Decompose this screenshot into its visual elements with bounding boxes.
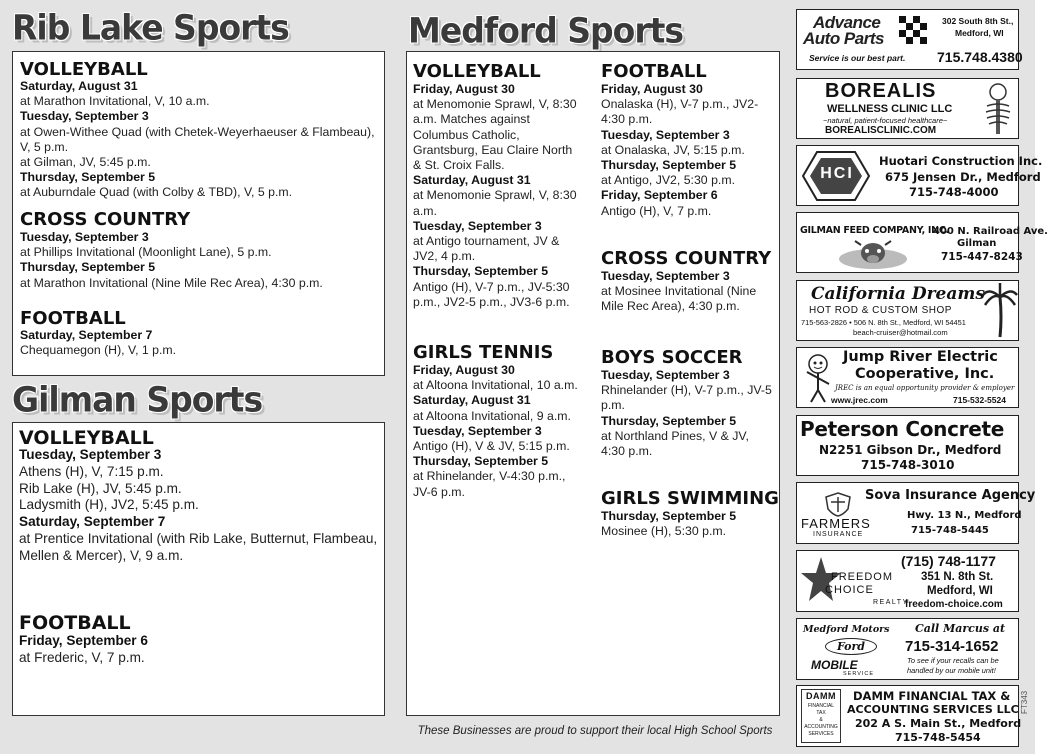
hci-logo-text: HCI bbox=[820, 165, 854, 182]
cow-icon bbox=[833, 239, 913, 271]
event-date: Thursday, September 5 bbox=[601, 413, 737, 428]
medford-girls-swimming-heading: GIRLS SWIMMING bbox=[601, 488, 779, 509]
event-text: at Phillips Invitational (Moonlight Lane), 5 p.m. bbox=[20, 245, 272, 260]
hci-name: Huotari Construction Inc. bbox=[879, 154, 1043, 168]
event-date: Friday, August 30 bbox=[413, 363, 515, 377]
farmers-shield-icon bbox=[823, 491, 853, 517]
medford-girls-tennis-heading: GIRLS TENNIS bbox=[413, 342, 554, 363]
advance-name-1: Advance bbox=[813, 13, 881, 32]
sova-name: Sova Insurance Agency bbox=[865, 488, 1036, 503]
event-date: Friday, September 6 bbox=[601, 188, 718, 203]
rib-lake-football-heading: FOOTBALL bbox=[20, 308, 126, 329]
medford-motors-phone: 715-314-1652 bbox=[905, 638, 999, 655]
freedom-name-3: REALTY bbox=[873, 599, 909, 606]
california-email: beach-cruiser@hotmail.com bbox=[853, 328, 948, 337]
ad-medford-motors bbox=[796, 618, 1019, 680]
freedom-name-1: FREEDOM bbox=[831, 571, 893, 583]
damm-name-1: DAMM FINANCIAL TAX & bbox=[853, 689, 1011, 703]
event-date: Friday, September 6 bbox=[19, 633, 148, 648]
sova-phone: 715-748-5445 bbox=[911, 525, 989, 536]
sova-brand-sub: INSURANCE bbox=[813, 531, 864, 538]
event-text: Mosinee (H), 5:30 p.m. bbox=[601, 524, 727, 539]
event-text: at Menomonie Sprawl, V, 8:30 a.m. Matches against Columbus Catholic, Grantsburg, Eau Claire North & St. Croix Falls. bbox=[413, 97, 577, 173]
gilman-feed-addr-2: Gilman bbox=[957, 238, 997, 249]
event-text: Antigo (H), V, 7 p.m. bbox=[601, 203, 712, 218]
damm-logo-4: & bbox=[819, 717, 823, 723]
medford-cross-country-events bbox=[601, 269, 773, 315]
event-text: Antigo (H), V-7 p.m., JV-5:30 p.m., JV2-5 p.m., JV3-6 p.m. bbox=[413, 279, 570, 309]
rib-lake-cross-country-heading: CROSS COUNTRY bbox=[20, 209, 191, 230]
event-date: Tuesday, September 3 bbox=[601, 368, 730, 382]
jump-river-name-1: Jump River Electric bbox=[843, 349, 998, 365]
service-text: SERVICE bbox=[843, 671, 875, 677]
freedom-phone: (715) 748-1177 bbox=[901, 553, 996, 569]
event-text: at Antigo, JV2, 5:30 p.m. bbox=[601, 173, 735, 188]
jump-river-phone: 715-532-5524 bbox=[953, 395, 1006, 405]
event-text: Rib Lake (H), JV, 5:45 p.m. bbox=[19, 480, 182, 496]
footer-note: These Businesses are proud to support their local High School Sports bbox=[417, 725, 773, 737]
ad-jump-river-electric bbox=[796, 347, 1019, 408]
gilman-panel bbox=[12, 422, 385, 716]
gilman-football-events bbox=[19, 633, 379, 667]
rib-lake-title: Rib Lake Sports bbox=[12, 7, 289, 48]
event-date: Saturday, August 31 bbox=[413, 173, 531, 188]
damm-logo bbox=[801, 689, 841, 743]
borealis-tagline: ~natural, patient-focused healthcare~ bbox=[823, 116, 948, 125]
california-sub: HOT ROD & CUSTOM SHOP bbox=[809, 305, 952, 316]
event-text: at Altoona Invitational, 10 a.m. bbox=[413, 378, 578, 393]
ad-sova-insurance bbox=[796, 482, 1036, 544]
medford-motors-note-2: handled by our mobile unit! bbox=[907, 666, 996, 675]
event-date: Saturday, September 7 bbox=[19, 514, 166, 530]
ad-huotari-construction bbox=[796, 145, 1043, 206]
ad-california-dreams bbox=[796, 280, 1019, 341]
event-date: Thursday, September 5 bbox=[20, 170, 156, 185]
event-text: at Rhinelander, V-4:30 p.m., JV-6 p.m. bbox=[413, 469, 566, 499]
event-date: Thursday, September 5 bbox=[601, 509, 737, 523]
event-date: Saturday, September 7 bbox=[20, 328, 153, 342]
california-addr: 715-563-2826 • 506 N. 8th St., Medford, WI 54451 bbox=[801, 318, 966, 327]
event-text: at Owen-Withee Quad (with Chetek-Weyerhaeuser & Flambeau), V, 5 p.m. bbox=[20, 124, 375, 154]
ad-freedom-choice bbox=[796, 550, 1019, 612]
event-text: at Marathon Invitational, V, 10 a.m. bbox=[20, 94, 210, 109]
damm-name-2: ACCOUNTING SERVICES LLC bbox=[847, 703, 1019, 716]
borealis-web: BOREALISCLINIC.COM bbox=[825, 125, 937, 136]
event-date: Friday, August 30 bbox=[413, 82, 515, 96]
damm-logo-6: SERVICES bbox=[808, 731, 834, 737]
event-text: Athens (H), V, 7:15 p.m. bbox=[19, 463, 164, 479]
freedom-addr-1: 351 N. 8th St. bbox=[921, 571, 994, 583]
event-date: Friday, August 30 bbox=[601, 82, 703, 96]
gilman-title: Gilman Sports bbox=[12, 379, 263, 420]
advance-addr-2: Medford, WI bbox=[955, 28, 1004, 38]
freedom-addr-2: Medford, WI bbox=[927, 585, 993, 597]
damm-logo-2: FINANCIAL bbox=[807, 703, 835, 709]
event-text: at Auburndale Quad (with Colby & TBD), V, 5 p.m. bbox=[20, 185, 293, 200]
event-text: at Altoona Invitational, 9 a.m. bbox=[413, 408, 571, 423]
ad-borealis bbox=[796, 78, 1019, 139]
ford-text: Ford bbox=[836, 640, 866, 653]
event-date: Tuesday, September 3 bbox=[413, 423, 542, 438]
damm-phone: 715-748-5454 bbox=[895, 731, 981, 744]
ad-gilman-feed bbox=[796, 212, 1048, 273]
jump-river-web: www.jrec.com bbox=[831, 395, 888, 405]
california-name: California Dreams bbox=[811, 284, 985, 304]
event-date: Tuesday, September 3 bbox=[601, 269, 730, 283]
hci-addr: 675 Jensen Dr., Medford bbox=[885, 170, 1041, 184]
event-text: at Gilman, JV, 5:45 p.m. bbox=[20, 155, 151, 170]
event-text: Antigo (H), V & JV, 5:15 p.m. bbox=[413, 439, 570, 454]
event-date: Tuesday, September 3 bbox=[20, 230, 149, 244]
checkered-flag-icon bbox=[899, 16, 929, 46]
medford-girls-swimming-events bbox=[601, 509, 773, 539]
gilman-volleyball-events bbox=[19, 447, 379, 565]
call-text: Call Marcus at bbox=[915, 622, 1006, 635]
gilman-feed-name: GILMAN FEED COMPANY, INC. bbox=[800, 225, 949, 236]
gilman-volleyball-heading: VOLLEYBALL bbox=[19, 427, 154, 449]
palm-tree-icon bbox=[983, 283, 1017, 339]
ad-peterson-concrete bbox=[796, 415, 1019, 476]
damm-addr: 202 A S. Main St., Medford bbox=[855, 717, 1022, 730]
rib-lake-volleyball-heading: VOLLEYBALL bbox=[20, 59, 148, 80]
borealis-sub: WELLNESS CLINIC LLC bbox=[827, 103, 953, 115]
event-date: Saturday, August 31 bbox=[20, 79, 138, 93]
medford-motors-note-1: To see if your recalls can be bbox=[907, 656, 999, 665]
medford-motors-name: Medford Motors bbox=[803, 624, 890, 635]
event-text: Chequamegon (H), V, 1 p.m. bbox=[20, 343, 177, 358]
mobile-text: MOBILE bbox=[811, 658, 858, 672]
rib-lake-volleyball-events bbox=[20, 79, 380, 201]
freedom-name-2: CHOICE bbox=[825, 584, 874, 596]
event-date: Thursday, September 5 bbox=[413, 264, 549, 279]
sova-brand: FARMERS bbox=[801, 516, 871, 531]
event-date: Tuesday, September 3 bbox=[601, 127, 730, 142]
medford-football-heading: FOOTBALL bbox=[601, 61, 707, 82]
jump-river-tagline: JREC is an equal opportunity provider & employer bbox=[835, 384, 1015, 392]
medford-volleyball-events bbox=[413, 82, 583, 310]
damm-logo-5: ACCOUNTING bbox=[804, 724, 838, 730]
event-date: Tuesday, September 3 bbox=[413, 218, 542, 233]
ad-damm-financial bbox=[796, 685, 1022, 747]
event-text: at Marathon Invitational (Nine Mile Rec Area), 4:30 p.m. bbox=[20, 275, 323, 290]
medford-girls-tennis-events bbox=[413, 363, 583, 500]
medford-panel bbox=[406, 51, 780, 716]
medford-boys-soccer-events bbox=[601, 368, 773, 459]
event-text: at Antigo tournament, JV & JV2, 4 p.m. bbox=[413, 234, 560, 264]
mascot-icon bbox=[803, 352, 833, 404]
borealis-name: BOREALIS bbox=[825, 80, 937, 102]
peterson-name: Peterson Concrete bbox=[800, 417, 1005, 441]
peterson-phone: 715-748-3010 bbox=[861, 458, 955, 472]
event-text: at Menomonie Sprawl, V, 8:30 a.m. bbox=[413, 188, 577, 218]
code-mark: FT343 bbox=[1020, 690, 1029, 714]
advance-tagline: Service is our best part. bbox=[809, 53, 906, 63]
event-text: at Northland Pines, V & JV, 4:30 p.m. bbox=[601, 428, 749, 459]
medford-volleyball-heading: VOLLEYBALL bbox=[413, 61, 541, 82]
event-date: Tuesday, September 3 bbox=[19, 447, 162, 462]
event-date: Thursday, September 5 bbox=[413, 454, 549, 469]
event-date: Thursday, September 5 bbox=[20, 260, 156, 275]
medford-football-events bbox=[601, 82, 773, 219]
advance-name-2: Auto Parts bbox=[803, 29, 884, 48]
gilman-feed-addr-1: 400 N. Railroad Ave. bbox=[933, 226, 1048, 237]
event-date: Saturday, August 31 bbox=[413, 393, 531, 408]
damm-logo-3: TAX bbox=[816, 710, 826, 716]
gilman-feed-phone: 715-447-8243 bbox=[941, 251, 1023, 263]
rib-lake-panel bbox=[12, 51, 385, 376]
event-text: at Frederic, V, 7 p.m. bbox=[19, 649, 145, 665]
event-text: Onalaska (H), V-7 p.m., JV2-4:30 p.m. bbox=[601, 97, 759, 127]
medford-cross-country-heading: CROSS COUNTRY bbox=[601, 248, 772, 269]
event-text: Ladysmith (H), JV2, 5:45 p.m. bbox=[19, 497, 199, 513]
event-date: Tuesday, September 3 bbox=[20, 109, 149, 124]
rib-lake-football-events bbox=[20, 328, 380, 358]
event-date: Thursday, September 5 bbox=[601, 158, 737, 173]
hci-phone: 715-748-4000 bbox=[909, 185, 999, 199]
event-text: at Onalaska, JV, 5:15 p.m. bbox=[601, 142, 745, 157]
medford-title: Medford Sports bbox=[408, 10, 684, 51]
rib-lake-cross-country-events bbox=[20, 230, 380, 291]
peterson-addr: N2251 Gibson Dr., Medford bbox=[819, 443, 1002, 457]
advance-addr-1: 302 South 8th St., bbox=[942, 16, 1014, 26]
sova-addr: Hwy. 13 N., Medford bbox=[907, 510, 1022, 521]
damm-logo-1: DAMM bbox=[806, 691, 836, 701]
medford-boys-soccer-heading: BOYS SOCCER bbox=[601, 347, 743, 368]
spine-icon bbox=[983, 82, 1013, 136]
jump-river-name-2: Cooperative, Inc. bbox=[855, 366, 995, 382]
event-text: Rhinelander (H), V-7 p.m., JV-5 p.m. bbox=[601, 383, 772, 413]
event-text: at Prentice Invitational (with Rib Lake, Butternut, Flambeau, Mellen & Mercer), V, 9 a.m. bbox=[19, 530, 378, 563]
freedom-web: freedom-choice.com bbox=[905, 599, 1003, 610]
ad-advance-auto-parts bbox=[796, 9, 1023, 70]
gilman-football-heading: FOOTBALL bbox=[19, 612, 131, 634]
advance-phone: 715.748.4380 bbox=[937, 49, 1023, 65]
event-text: at Mosinee Invitational (Nine Mile Rec Area), 4:30 p.m. bbox=[601, 284, 757, 314]
